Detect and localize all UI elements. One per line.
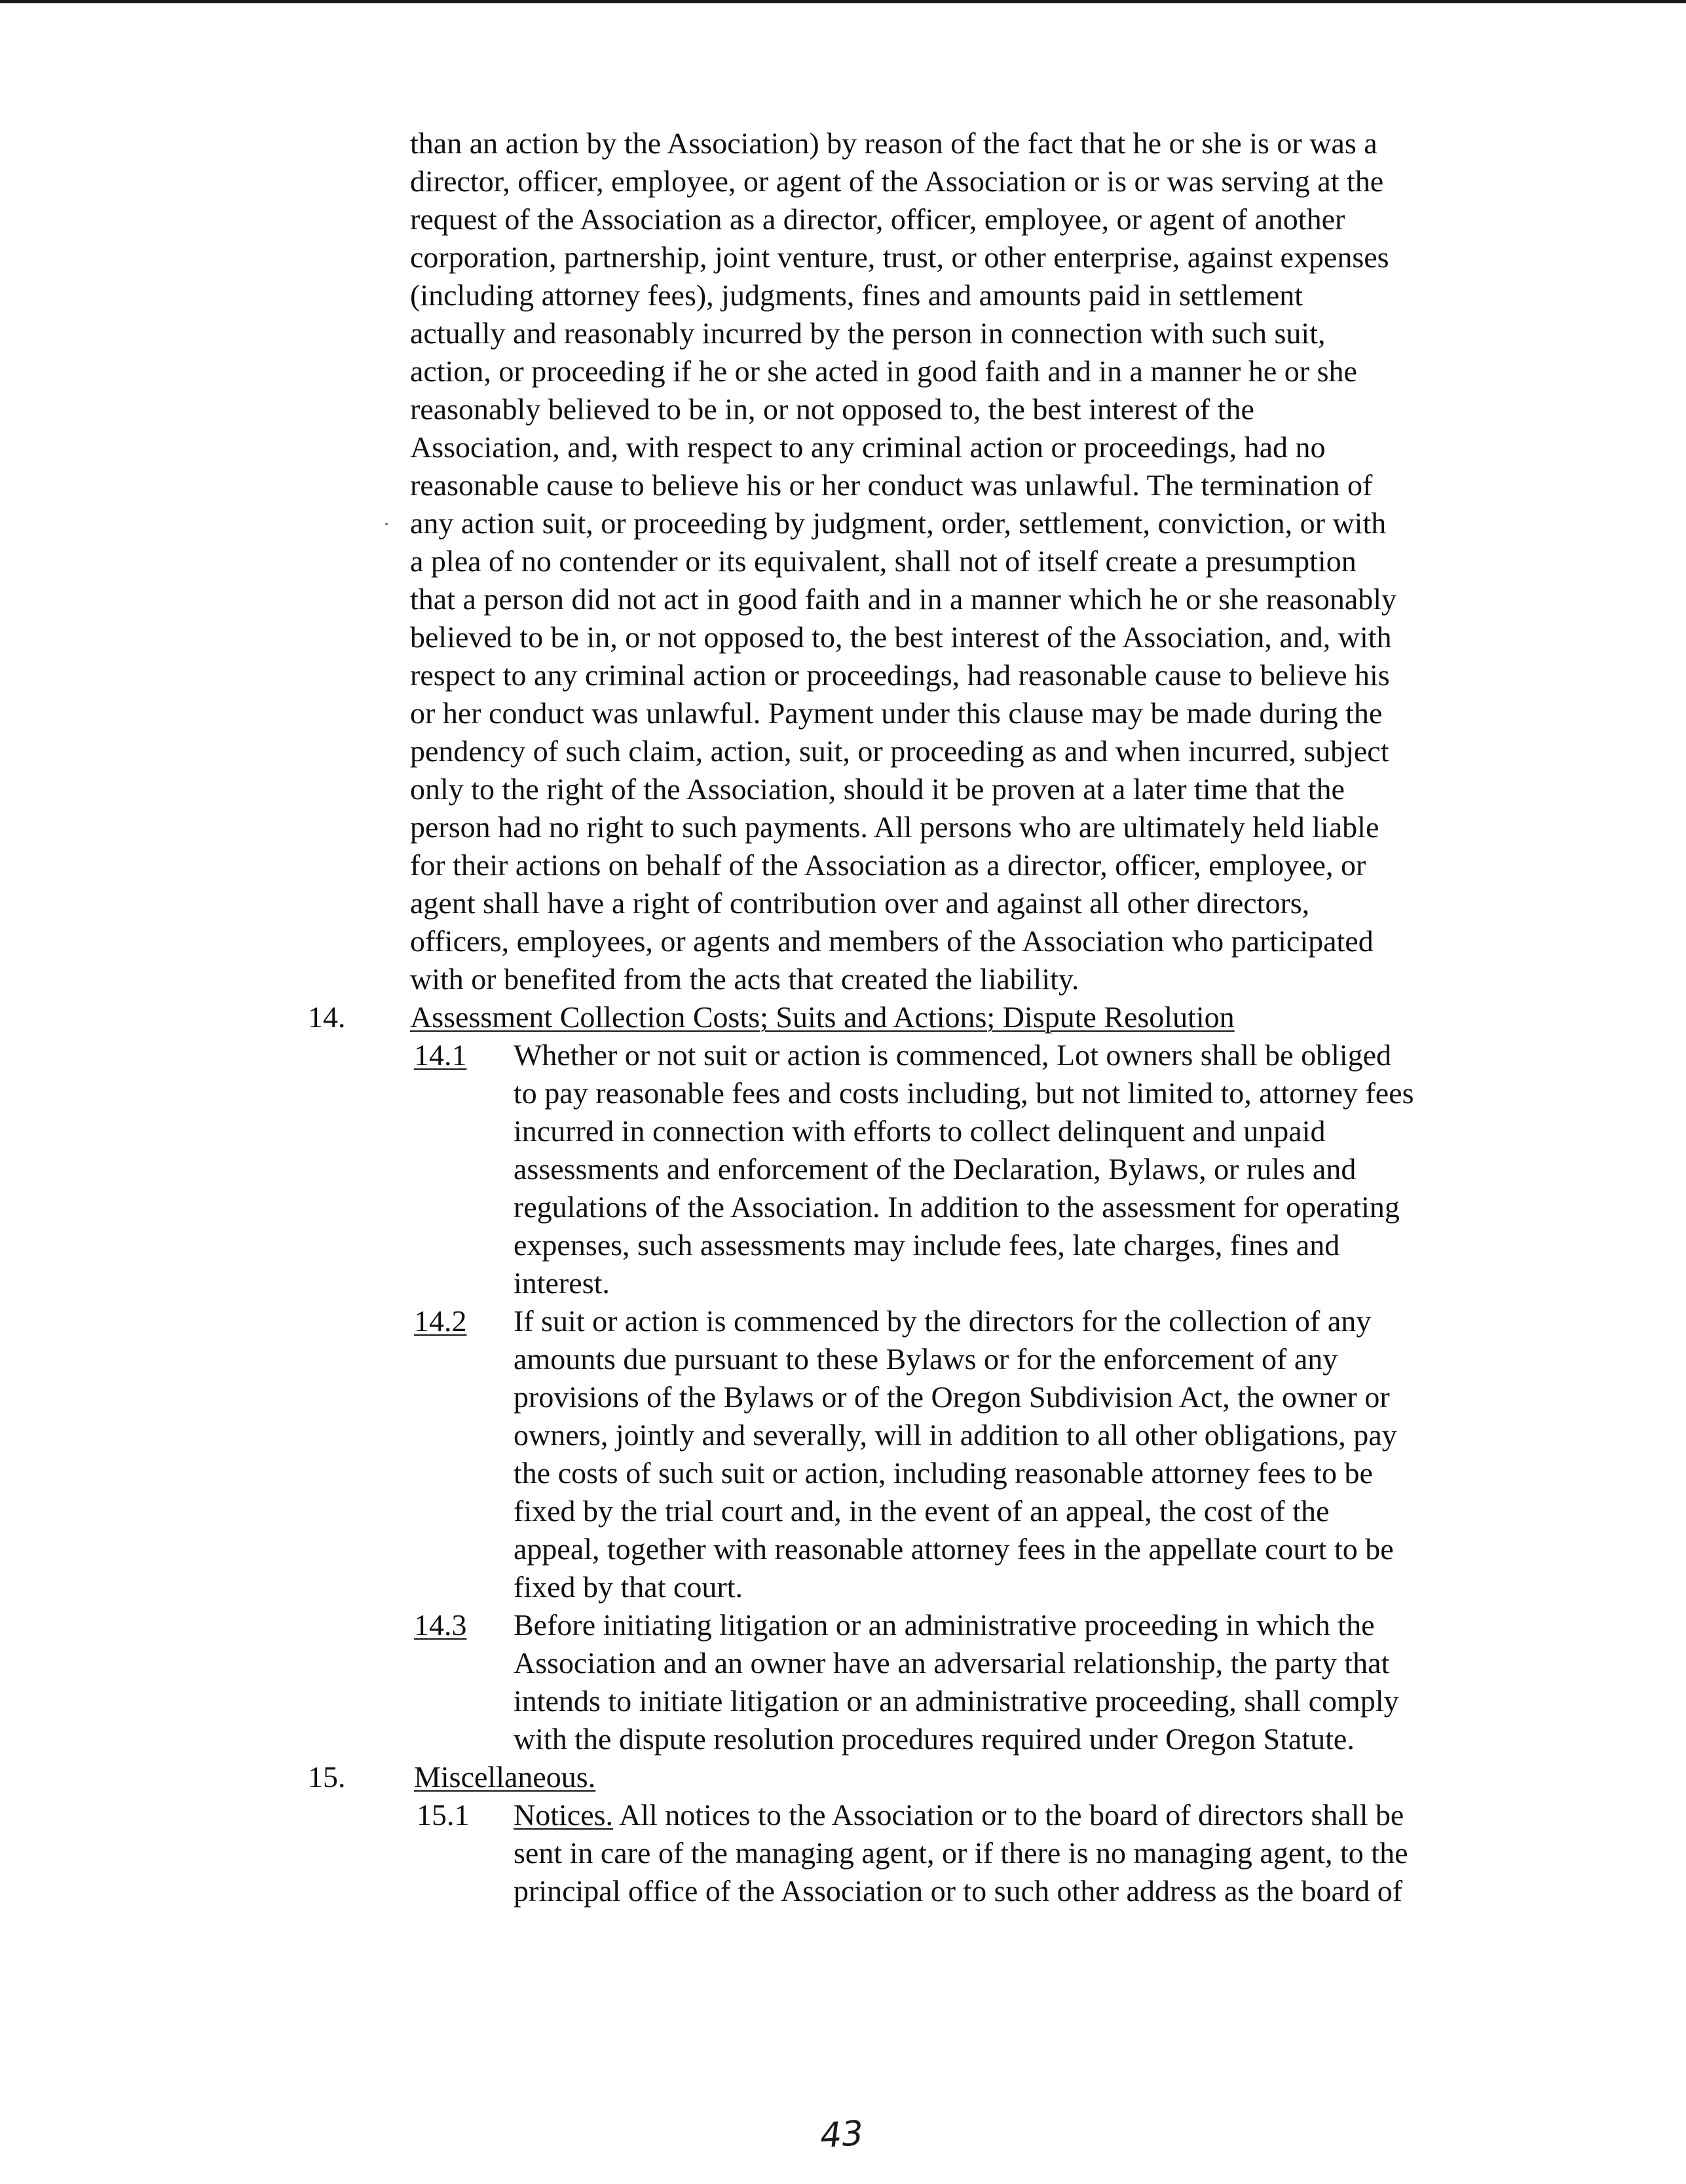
text-line: expenses, such assessments may include fees, late charges, fines and <box>514 1228 1340 1262</box>
text-line: Association and an owner have an adversarial relationship, the party that <box>514 1646 1390 1680</box>
text-line: respect to any criminal action or proceedings, had reasonable cause to believe his <box>410 658 1390 692</box>
text-line: or her conduct was unlawful. Payment under this clause may be made during the <box>410 696 1383 730</box>
item-14-1-number: 14.1 <box>414 1038 467 1072</box>
text-line: appeal, together with reasonable attorney fees in the appellate court to be <box>514 1532 1394 1566</box>
text-line: the costs of such suit or action, including reasonable attorney fees to be <box>514 1456 1373 1490</box>
text-line: director, officer, employee, or agent of the Association or is or was serving at the <box>410 164 1384 198</box>
section-15-title: Miscellaneous. <box>414 1760 596 1794</box>
text-line <box>514 1796 1408 1834</box>
page-number: 43 <box>818 2113 865 2156</box>
text-line: only to the right of the Association, should it be proven at a later time that the <box>410 772 1345 806</box>
text-line: assessments and enforcement of the Declaration, Bylaws, or rules and <box>514 1152 1357 1186</box>
text-line: owners, jointly and severally, will in addition to all other obligations, pay <box>514 1418 1397 1452</box>
item-15-1-text <box>514 1796 1408 1910</box>
scan-top-border <box>0 0 1686 3</box>
text-line: amounts due pursuant to these Bylaws or for the enforcement of any <box>514 1342 1338 1376</box>
item-14-2-number: 14.2 <box>414 1304 467 1338</box>
text-line: Whether or not suit or action is commenced, Lot owners shall be obliged <box>514 1038 1392 1072</box>
text-line: action, or proceeding if he or she acted in good faith and in a manner he or she <box>410 354 1357 388</box>
item-14-3-text <box>514 1606 1399 1758</box>
text-line: interest. <box>514 1266 610 1300</box>
text-line: agent shall have a right of contribution over and against all other directors, <box>410 886 1310 920</box>
text-line: with the dispute resolution procedures required under Oregon Statute. <box>514 1722 1355 1756</box>
text-line: provisions of the Bylaws or of the Oregon Subdivision Act, the owner or <box>514 1380 1390 1414</box>
item-15-1-first-line: All notices to the Association or to the board of directors shall be <box>613 1798 1404 1832</box>
section-14-title: Assessment Collection Costs; Suits and Actions; Dispute Resolution <box>410 1000 1235 1034</box>
text-line: Association, and, with respect to any criminal action or proceedings, had no <box>410 430 1326 464</box>
text-line: person had no right to such payments. All persons who are ultimately held liable <box>410 810 1379 844</box>
text-line: with or benefited from the acts that created the liability. <box>410 962 1079 996</box>
text-line: (including attorney fees), judgments, fines and amounts paid in settlement <box>410 278 1303 312</box>
text-line: corporation, partnership, joint venture, trust, or other enterprise, against expenses <box>410 240 1389 274</box>
text-line: Before initiating litigation or an administrative proceeding in which the <box>514 1608 1375 1642</box>
text-line: to pay reasonable fees and costs including, but not limited to, attorney fees <box>514 1076 1414 1110</box>
text-line: any action suit, or proceeding by judgment, order, settlement, conviction, or with <box>410 506 1387 540</box>
text-line: principal office of the Association or to such other address as the board of <box>514 1874 1403 1908</box>
section-15-number: 15. <box>308 1760 346 1794</box>
text-line: fixed by that court. <box>514 1570 743 1604</box>
scan-speck <box>385 523 388 525</box>
item-15-1-number: 15.1 <box>417 1798 470 1832</box>
text-line: pendency of such claim, action, suit, or proceeding as and when incurred, subject <box>410 734 1389 768</box>
section-14-number: 14. <box>308 1000 346 1034</box>
text-line: If suit or action is commenced by the directors for the collection of any <box>514 1304 1372 1338</box>
text-line: reasonably believed to be in, or not opposed to, the best interest of the <box>410 392 1254 426</box>
text-line: for their actions on behalf of the Association as a director, officer, employee, or <box>410 848 1366 882</box>
text-line: actually and reasonably incurred by the person in connection with such suit, <box>410 316 1326 350</box>
text-line: fixed by the trial court and, in the event of an appeal, the cost of the <box>514 1494 1330 1528</box>
text-line: request of the Association as a director, officer, employee, or agent of another <box>410 202 1345 236</box>
item-15-1-title: Notices. <box>514 1798 614 1832</box>
text-line: that a person did not act in good faith and in a manner which he or she reasonably <box>410 582 1397 616</box>
item-14-2-text <box>514 1302 1397 1606</box>
text-line: believed to be in, or not opposed to, the best interest of the Association, and, with <box>410 620 1392 654</box>
text-line: intends to initiate litigation or an administrative proceeding, shall comply <box>514 1684 1399 1718</box>
text-line: sent in care of the managing agent, or if there is no managing agent, to the <box>514 1836 1408 1870</box>
text-line: regulations of the Association. In addition to the assessment for operating <box>514 1190 1400 1224</box>
text-line: officers, employees, or agents and members of the Association who participated <box>410 924 1374 958</box>
item-14-1-text <box>514 1036 1414 1302</box>
item-14-3-number: 14.3 <box>414 1608 467 1642</box>
text-line: incurred in connection with efforts to collect delinquent and unpaid <box>514 1114 1326 1148</box>
text-line: than an action by the Association) by reason of the fact that he or she is or was a <box>410 126 1377 160</box>
text-line: reasonable cause to believe his or her conduct was unlawful. The termination of <box>410 468 1373 502</box>
opening-paragraph <box>410 124 1396 998</box>
text-line: a plea of no contender or its equivalent, shall not of itself create a presumption <box>410 544 1357 578</box>
